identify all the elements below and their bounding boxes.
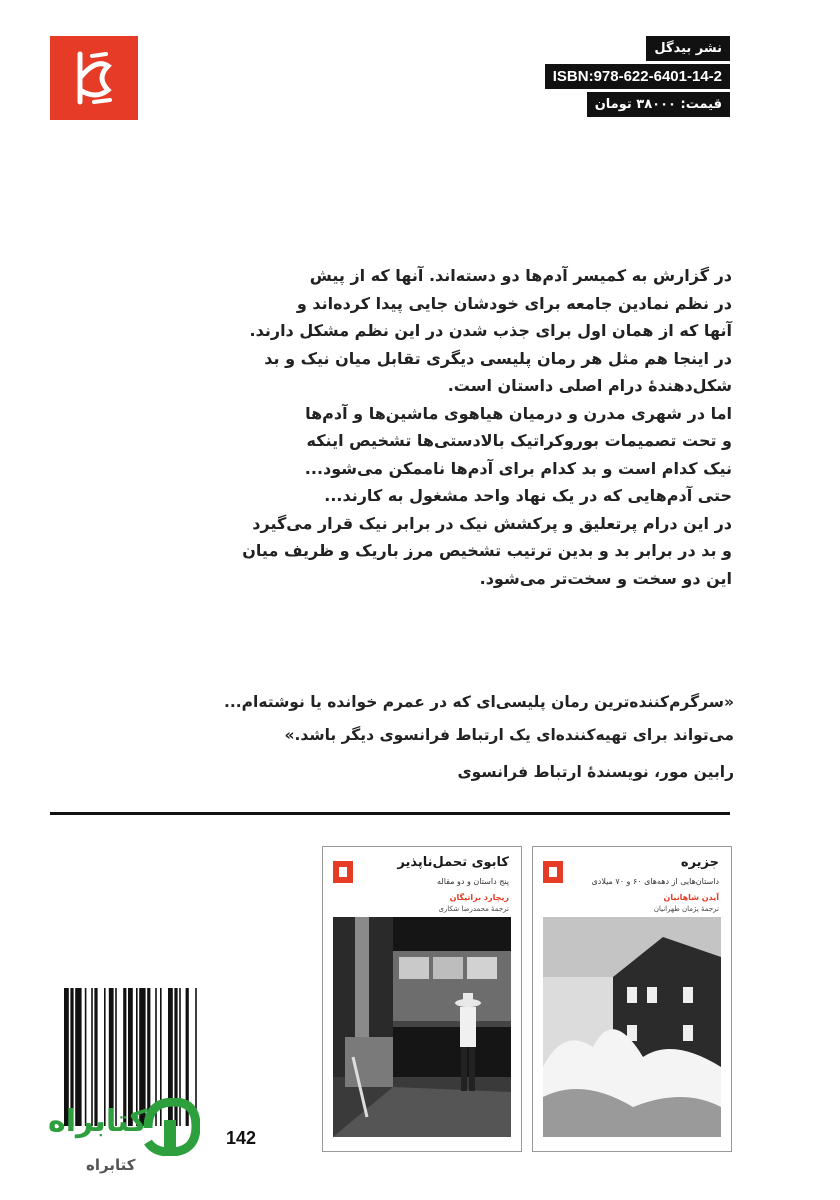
related-book-cover[interactable] [532, 846, 732, 1152]
price-label: قیمت: ۳۸۰۰۰ تومان [587, 92, 730, 117]
house-storm-waves-photo [543, 917, 721, 1137]
cover-title: جزیره [680, 855, 719, 870]
cover-subtitle: پنج داستان و دو مقاله [437, 877, 509, 886]
isbn-label: ISBN:978-622-6401-14-2 [545, 64, 730, 89]
blurb-line: اما در شهری مدرن و درمیان هیاهوی ماشین‌ها و آدم‌ها [305, 403, 732, 423]
quote-attribution: رابین مور، نویسندهٔ ارتباط فرانسوی [457, 763, 734, 781]
publisher-mark-icon [543, 861, 563, 883]
quote-line: «سرگرم‌کننده‌ترین رمان پلیسی‌ای که در عمرم خوانده یا نوشته‌ام... [224, 693, 734, 711]
cover-subtitle: داستان‌هایی از دهه‌های ۶۰ و ۷۰ میلادی [591, 877, 719, 886]
blurb-line: در گزارش به کمیسر آدم‌ها دو دسته‌اند. آنها که از پیش [309, 266, 732, 285]
blurb-line: حتی آدم‌هایی که در یک نهاد واحد مشغول به کارند... [324, 486, 732, 505]
blurb-line: این دو سخت و سخت‌تر می‌شود. [479, 568, 732, 588]
blurb-line: شکل‌دهندهٔ درام اصلی داستان است. [447, 376, 732, 395]
barcode-digits: 142 [225, 1128, 256, 1148]
watermark-text: کتابراه [48, 1104, 147, 1139]
cover-title: کابوی تحمل‌ناپذیر [397, 855, 509, 870]
blurb-line: و بد در برابر بد و بدین ترتیب تشخیص مرز باریک و ظریف میان [242, 541, 732, 560]
blurb-line: و تحت تصمیمات بوروکراتیک بالادستی‌ها تشخیص اینکه [306, 431, 732, 450]
publisher-mark-icon [333, 861, 353, 883]
watermark-logo-icon [140, 1098, 200, 1156]
related-book-cover[interactable] [322, 846, 522, 1152]
blurb-line: در این درام پرتعلیق و پرکشش نیک در برابر نیک قرار می‌گیرد [252, 513, 732, 533]
section-divider [50, 812, 730, 815]
book-info-block [496, 36, 730, 120]
publisher-logo-icon [66, 48, 122, 108]
watermark [40, 1098, 210, 1188]
book-blurb [242, 262, 732, 592]
publisher-name: نشر بیدگل [646, 36, 730, 61]
city-night-cowboy-photo [333, 917, 511, 1137]
cover-translator: ترجمهٔ محمدرضا شکاری [438, 905, 509, 913]
cover-author: ریچارد براتیگان [449, 893, 509, 902]
watermark-text-small: کتابراه [86, 1156, 136, 1174]
blurb-line: در اینجا هم مثل هر رمان پلیسی دیگری تقابل میان نیک و بد [264, 348, 732, 368]
review-quote [34, 686, 734, 789]
quote-line: می‌تواند برای تهیه‌کننده‌ای یک ارتباط فرانسوی دیگر باشد.» [284, 726, 734, 744]
blurb-line: نیک کدام است و بد کدام برای آدم‌ها ناممکن می‌شود... [304, 458, 732, 478]
cover-author: آیدن شاهانیان [663, 893, 719, 902]
cover-translator: ترجمهٔ پژمان طهرانیان [653, 905, 719, 913]
blurb-line: در نظم نمادین جامعه برای خودشان جایی پیدا کرده‌اند و [296, 293, 732, 313]
publisher-logo [50, 36, 138, 120]
blurb-line: آنها که از همان اول برای جذب شدن در این نظم مشکل دارند. [249, 321, 732, 340]
